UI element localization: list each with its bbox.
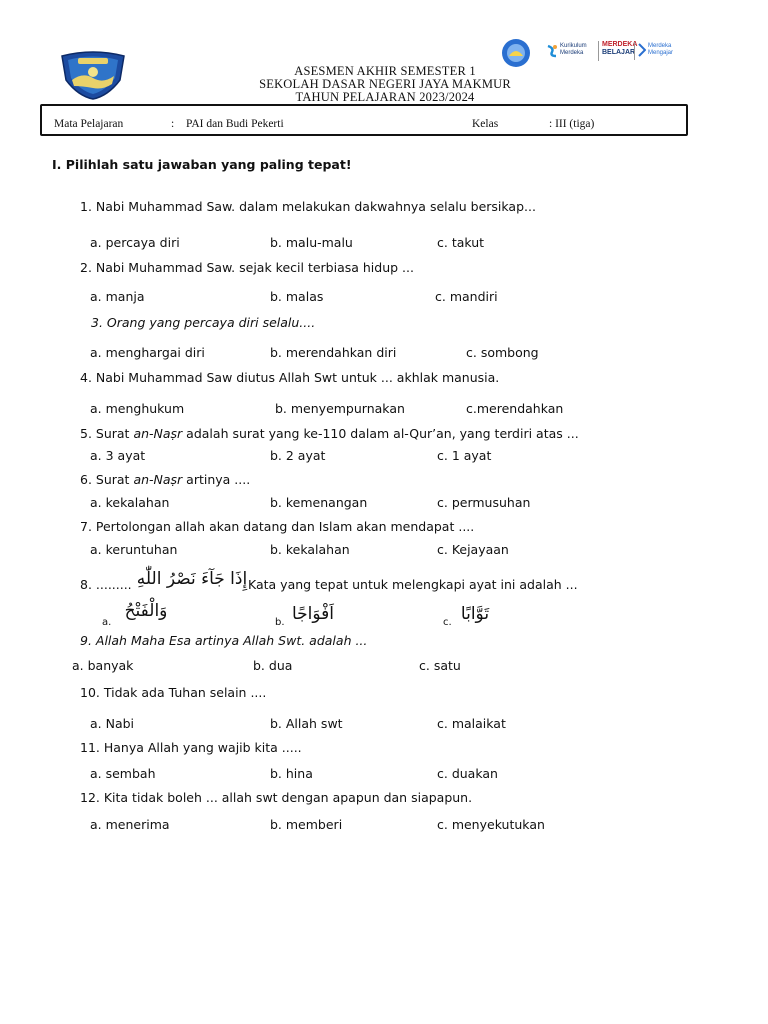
q7-option-a: a. keruntuhan <box>90 542 178 557</box>
q8-prompt: Kata yang tepat untuk melengkapi ayat ini adalah ... <box>248 577 578 592</box>
class-value: : III (tiga) <box>549 118 595 130</box>
q3-option-a: a. menghargai diri <box>90 345 205 360</box>
question-1: 1. Nabi Muhammad Saw. dalam melakukan dakwahnya selalu bersikap... <box>80 199 536 214</box>
question-6 <box>80 472 250 487</box>
section-instruction: I. Pilihlah satu jawaban yang paling tepat! <box>52 157 352 172</box>
q8-option-c-label: c. <box>443 617 452 628</box>
q3-option-b: b. merendahkan diri <box>270 345 397 360</box>
question-11: 11. Hanya Allah yang wajib kita ..... <box>80 740 302 755</box>
question-2: 2. Nabi Muhammad Saw. sejak kecil terbiasa hidup ... <box>80 260 414 275</box>
question-7: 7. Pertolongan allah akan datang dan Islam akan mendapat .... <box>80 519 475 534</box>
q8-option-b-label: b. <box>275 617 285 628</box>
q4-option-a: a. menghukum <box>90 401 185 416</box>
tut-wuri-handayani-logo <box>501 38 531 68</box>
q12-option-c: c. menyekutukan <box>437 817 545 832</box>
q5-text-pre: 5. Surat <box>80 426 134 441</box>
class-label: Kelas <box>472 118 499 130</box>
q8-option-b-arabic: اَفْوَاجًا <box>291 604 335 624</box>
q1-option-a: a. percaya diri <box>90 235 180 250</box>
q3-option-c: c. sombong <box>466 345 539 360</box>
school-name: SEKOLAH DASAR NEGERI JAYA MAKMUR <box>259 77 511 91</box>
q2-option-c: c. mandiri <box>435 289 498 304</box>
q9-option-a: a. banyak <box>72 658 134 673</box>
q5-text-post: adalah surat yang ke-110 dalam al-Qur’an, yang terdiri atas ... <box>182 426 579 441</box>
q8-option-a-arabic: وَالْفَتْحُ <box>124 601 168 621</box>
merdeka-belajar-logo <box>598 41 636 61</box>
q10-option-a: a. Nabi <box>90 716 135 731</box>
mengajar-line1: Merdeka <box>648 43 672 49</box>
question-3: 3. Orang yang percaya diri selalu.... <box>91 315 316 330</box>
q4-option-b: b. menyempurnakan <box>275 401 405 416</box>
merdeka-belajar-line1: MERDEKA <box>602 41 638 48</box>
exam-title: ASESMEN AKHIR SEMESTER 1 <box>294 64 476 78</box>
q8-option-c-arabic: تَوَّابًا <box>460 604 490 624</box>
q11-option-a: a. sembah <box>90 766 156 781</box>
school-emblem <box>58 50 128 100</box>
merdeka-text: Merdeka <box>560 50 584 56</box>
q10-option-b: b. Allah swt <box>270 716 343 731</box>
mengajar-line2: Mengajar <box>648 50 674 56</box>
kurikulum-text: Kurikulum <box>560 43 587 49</box>
question-4: 4. Nabi Muhammad Saw diutus Allah Swt untuk ... akhlak manusia. <box>80 370 500 385</box>
q2-option-a: a. manja <box>90 289 145 304</box>
merdeka-belajar-line2: BELAJAR <box>602 49 636 56</box>
question-9: 9. Allah Maha Esa artinya Allah Swt. adalah ... <box>80 633 368 648</box>
academic-year: TAHUN PELAJARAN 2023/2024 <box>295 90 475 104</box>
q6-text-pre: 6. Surat <box>80 472 134 487</box>
q5-option-b: b. 2 ayat <box>270 448 326 463</box>
q11-option-b: b. hina <box>270 766 313 781</box>
q1-option-c: c. takut <box>437 235 485 250</box>
subject-value: PAI dan Budi Pekerti <box>186 118 284 130</box>
q6-text-post: artinya .... <box>182 472 251 487</box>
question-10: 10. Tidak ada Tuhan selain .... <box>80 685 267 700</box>
question-5 <box>80 426 579 441</box>
q5-surah-name: an-Naṣr <box>133 426 183 441</box>
merdeka-mengajar-logo <box>634 42 680 60</box>
question-12: 12. Kita tidak boleh ... allah swt dengan apapun dan siapapun. <box>80 790 473 805</box>
q6-option-a: a. kekalahan <box>90 495 170 510</box>
q9-option-b: b. dua <box>253 658 293 673</box>
subject-label: Mata Pelajaran <box>54 118 124 130</box>
q12-option-a: a. menerima <box>90 817 170 832</box>
q10-option-c: c. malaikat <box>437 716 506 731</box>
q1-option-b: b. malu-malu <box>270 235 353 250</box>
q2-option-b: b. malas <box>270 289 324 304</box>
kurikulum-merdeka-logo <box>546 42 594 60</box>
q11-option-c: c. duakan <box>437 766 498 781</box>
q6-option-c: c. permusuhan <box>437 495 531 510</box>
q8-arabic-verse: إِذَا جَآءَ نَصْرُ اللّٰهِ <box>136 569 248 589</box>
q5-option-a: a. 3 ayat <box>90 448 146 463</box>
subject-colon: : <box>171 118 175 130</box>
q6-option-b: b. kemenangan <box>270 495 368 510</box>
q7-option-b: b. kekalahan <box>270 542 350 557</box>
q4-option-c: c.merendahkan <box>466 401 564 416</box>
question-8-number: 8. ......... <box>80 577 132 592</box>
q9-option-c: c. satu <box>419 658 461 673</box>
q5-option-c: c. 1 ayat <box>437 448 492 463</box>
q7-option-c: c. Kejayaan <box>437 542 509 557</box>
q12-option-b: b. memberi <box>270 817 343 832</box>
q8-option-a-label: a. <box>102 617 112 628</box>
q6-surah-name: an-Naṣr <box>133 472 183 487</box>
